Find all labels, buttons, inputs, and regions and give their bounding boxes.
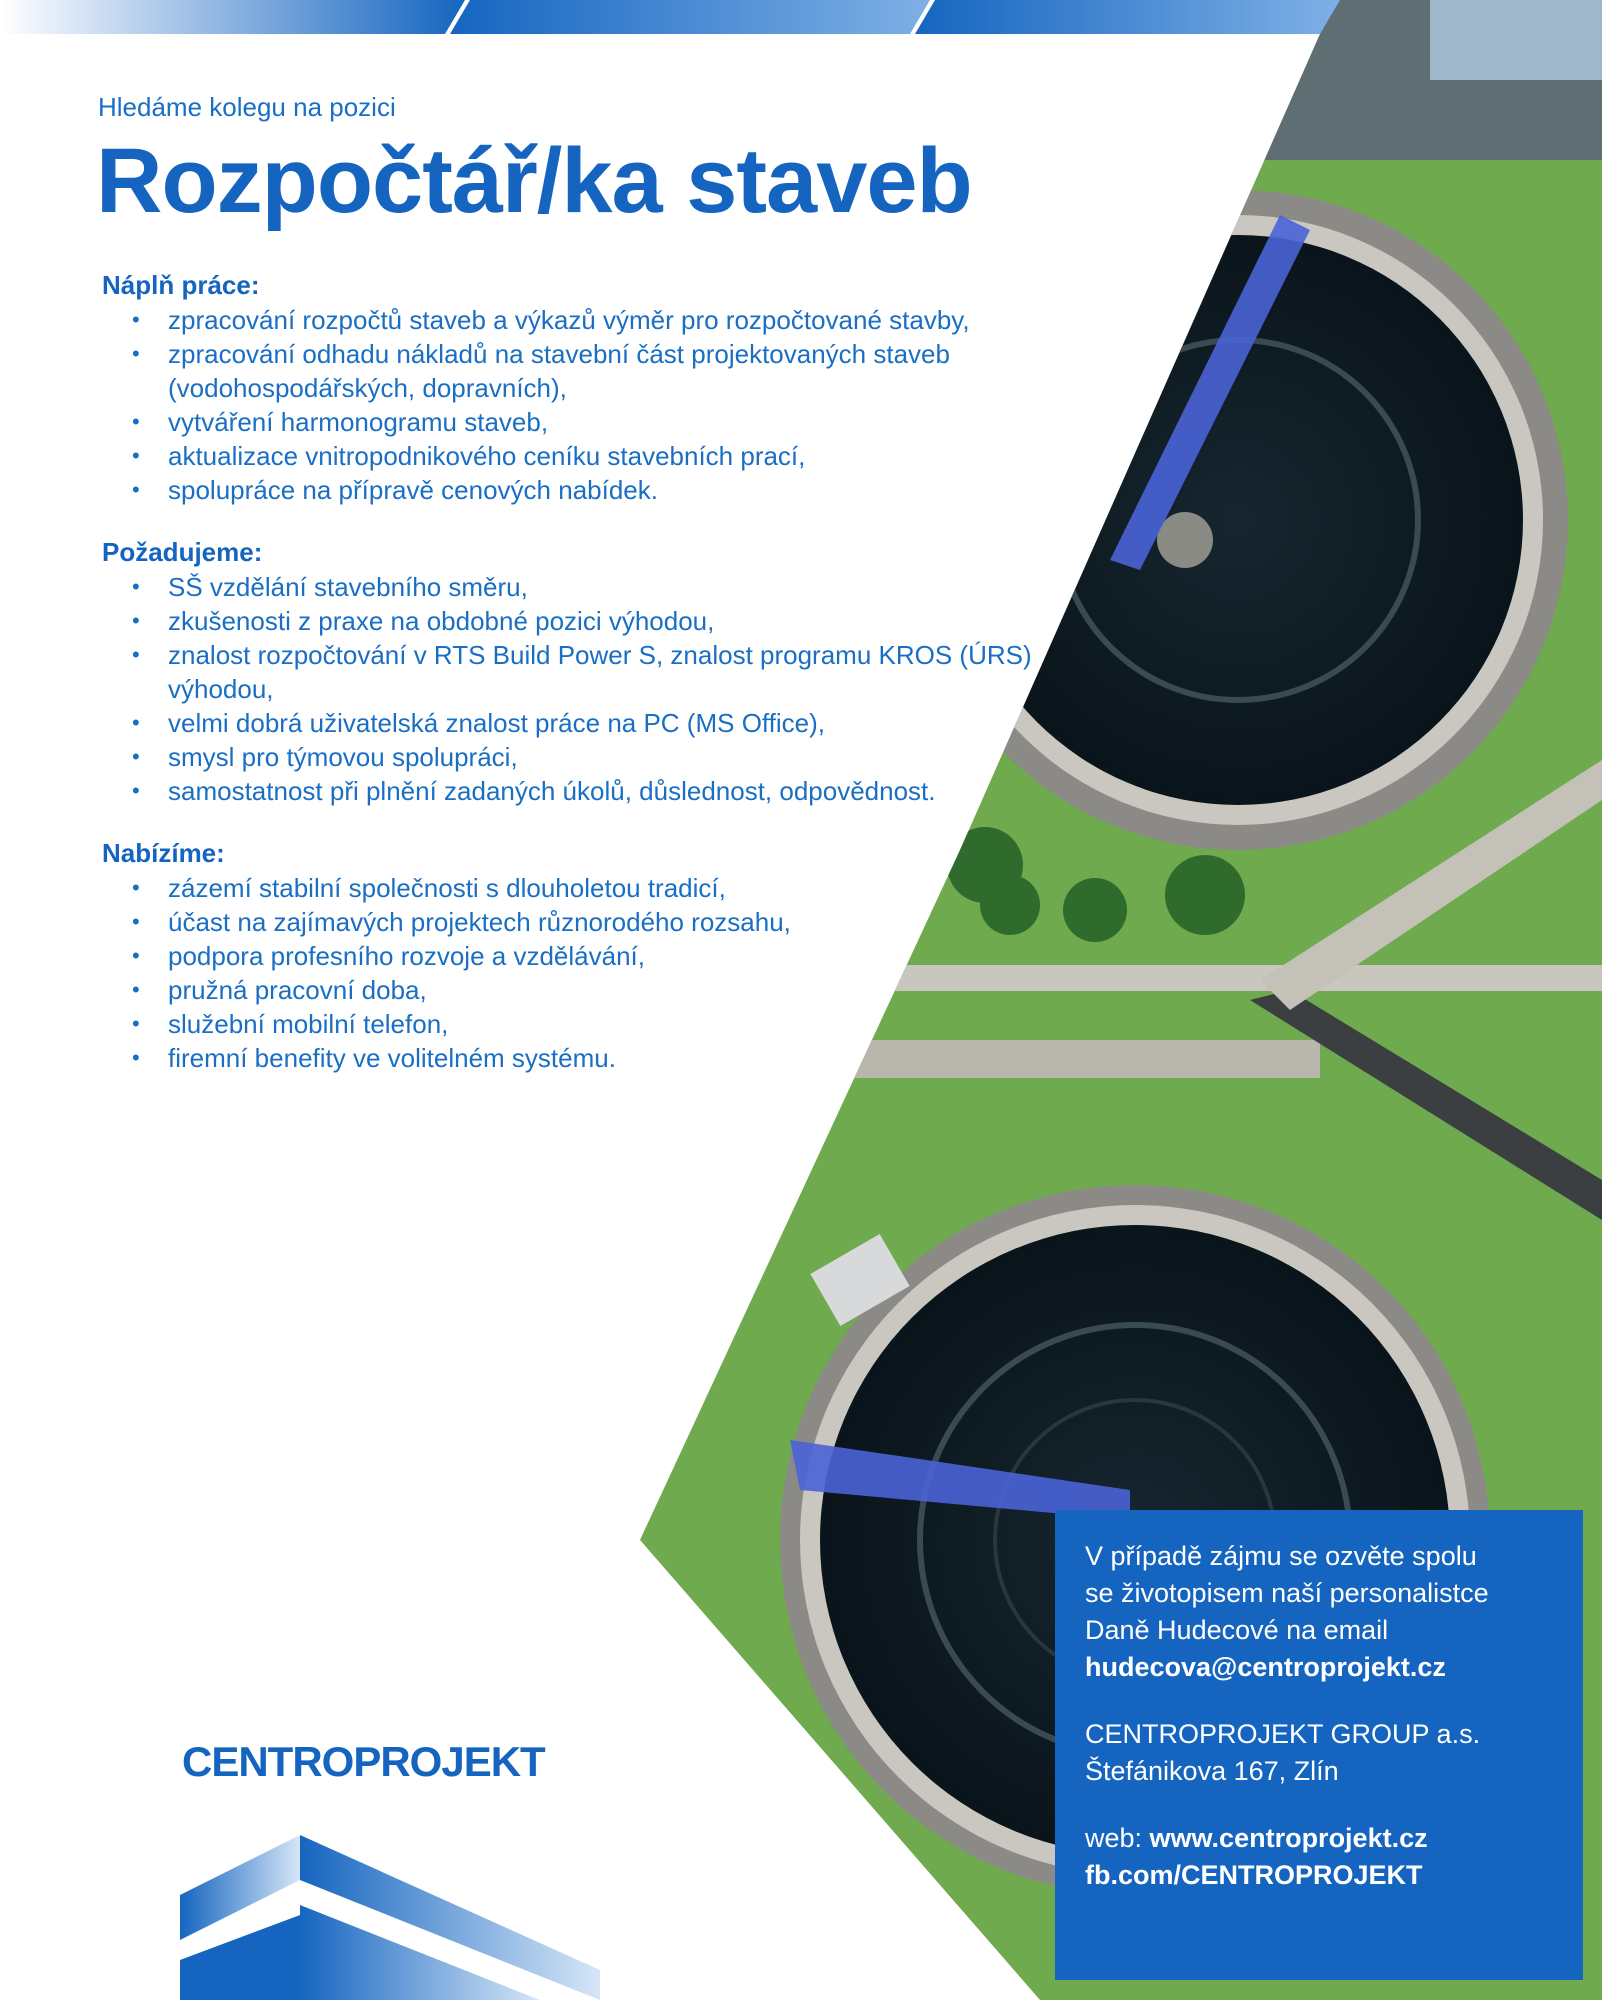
section-heading: Náplň práce:	[102, 269, 260, 300]
contact-text-line: se životopisem naší personalistce	[1085, 1578, 1489, 1608]
bullet-list	[102, 871, 1078, 1075]
list-item: • zpracování rozpočtů staveb a výkazů výměr pro rozpočtované stavby,	[132, 303, 1078, 337]
web-line	[1085, 1820, 1553, 1857]
web-link[interactable]: www.centroprojekt.cz	[1149, 1823, 1428, 1853]
company-name: CENTROPROJEKT GROUP a.s.	[1085, 1719, 1481, 1749]
section-heading: Požadujeme:	[102, 536, 263, 567]
list-item: • firemní benefity ve volitelném systému.	[132, 1041, 1078, 1075]
contact-text-line: V případě zájmu se ozvěte spolu	[1085, 1541, 1477, 1571]
list-item: • pružná pracovní doba,	[132, 973, 1078, 1007]
logo-building-icon	[180, 1835, 660, 2000]
section-nabizime	[102, 838, 1078, 1075]
list-item: • účast na zajímavých projektech různorodého rozsahu,	[132, 905, 1078, 939]
list-item: • vytváření harmonogramu staveb,	[132, 405, 1078, 439]
section-heading: Nabízíme:	[102, 837, 225, 868]
list-item: • spolupráce na přípravě cenových nabídek.	[132, 473, 1078, 507]
job-ad-content	[98, 92, 1078, 1105]
facebook-link[interactable]: fb.com/CENTROPROJEKT	[1085, 1860, 1423, 1890]
company-logo-text: CENTROPROJEKT	[182, 1738, 545, 1785]
list-item: • znalost rozpočtování v RTS Build Power S, znalost programu KROS (ÚRS) výhodou,	[132, 638, 1078, 706]
section-napln-prace	[102, 270, 1078, 507]
list-item: • zázemí stabilní společnosti s dlouholetou tradicí,	[132, 871, 1078, 905]
list-item: • SŠ vzdělání stavebního směru,	[132, 570, 1078, 604]
contact-box	[1055, 1510, 1583, 1980]
section-pozadujeme	[102, 537, 1078, 808]
list-item: • zkušenosti z praxe na obdobné pozici výhodou,	[132, 604, 1078, 638]
list-item: • velmi dobrá uživatelská znalost práce na PC (MS Office),	[132, 706, 1078, 740]
top-decorative-bar	[0, 0, 1602, 34]
list-item: • zpracování odhadu nákladů na stavební část projektovaných staveb (vodohospodářských, dopravních),	[132, 337, 1078, 405]
contact-text-line: Daně Hudecové na email	[1085, 1615, 1389, 1645]
web-label: web:	[1085, 1823, 1150, 1853]
contact-email-link[interactable]: hudecova@centroprojekt.cz	[1085, 1652, 1446, 1682]
list-item: • podpora profesního rozvoje a vzdělávání,	[132, 939, 1078, 973]
bullet-list	[102, 570, 1078, 808]
company-address: Štefánikova 167, Zlín	[1085, 1756, 1339, 1786]
list-item: • aktualizace vnitropodnikového ceníku stavebních prací,	[132, 439, 1078, 473]
job-title: Rozpočtář/ka staveb	[96, 130, 972, 232]
list-item: • služební mobilní telefon,	[132, 1007, 1078, 1041]
kicker-text: Hledáme kolegu na pozici	[98, 92, 396, 122]
list-item: • samostatnost při plnění zadaných úkolů, důslednost, odpovědnost.	[132, 774, 1078, 808]
bullet-list	[102, 303, 1078, 507]
list-item: • smysl pro týmovou spolupráci,	[132, 740, 1078, 774]
